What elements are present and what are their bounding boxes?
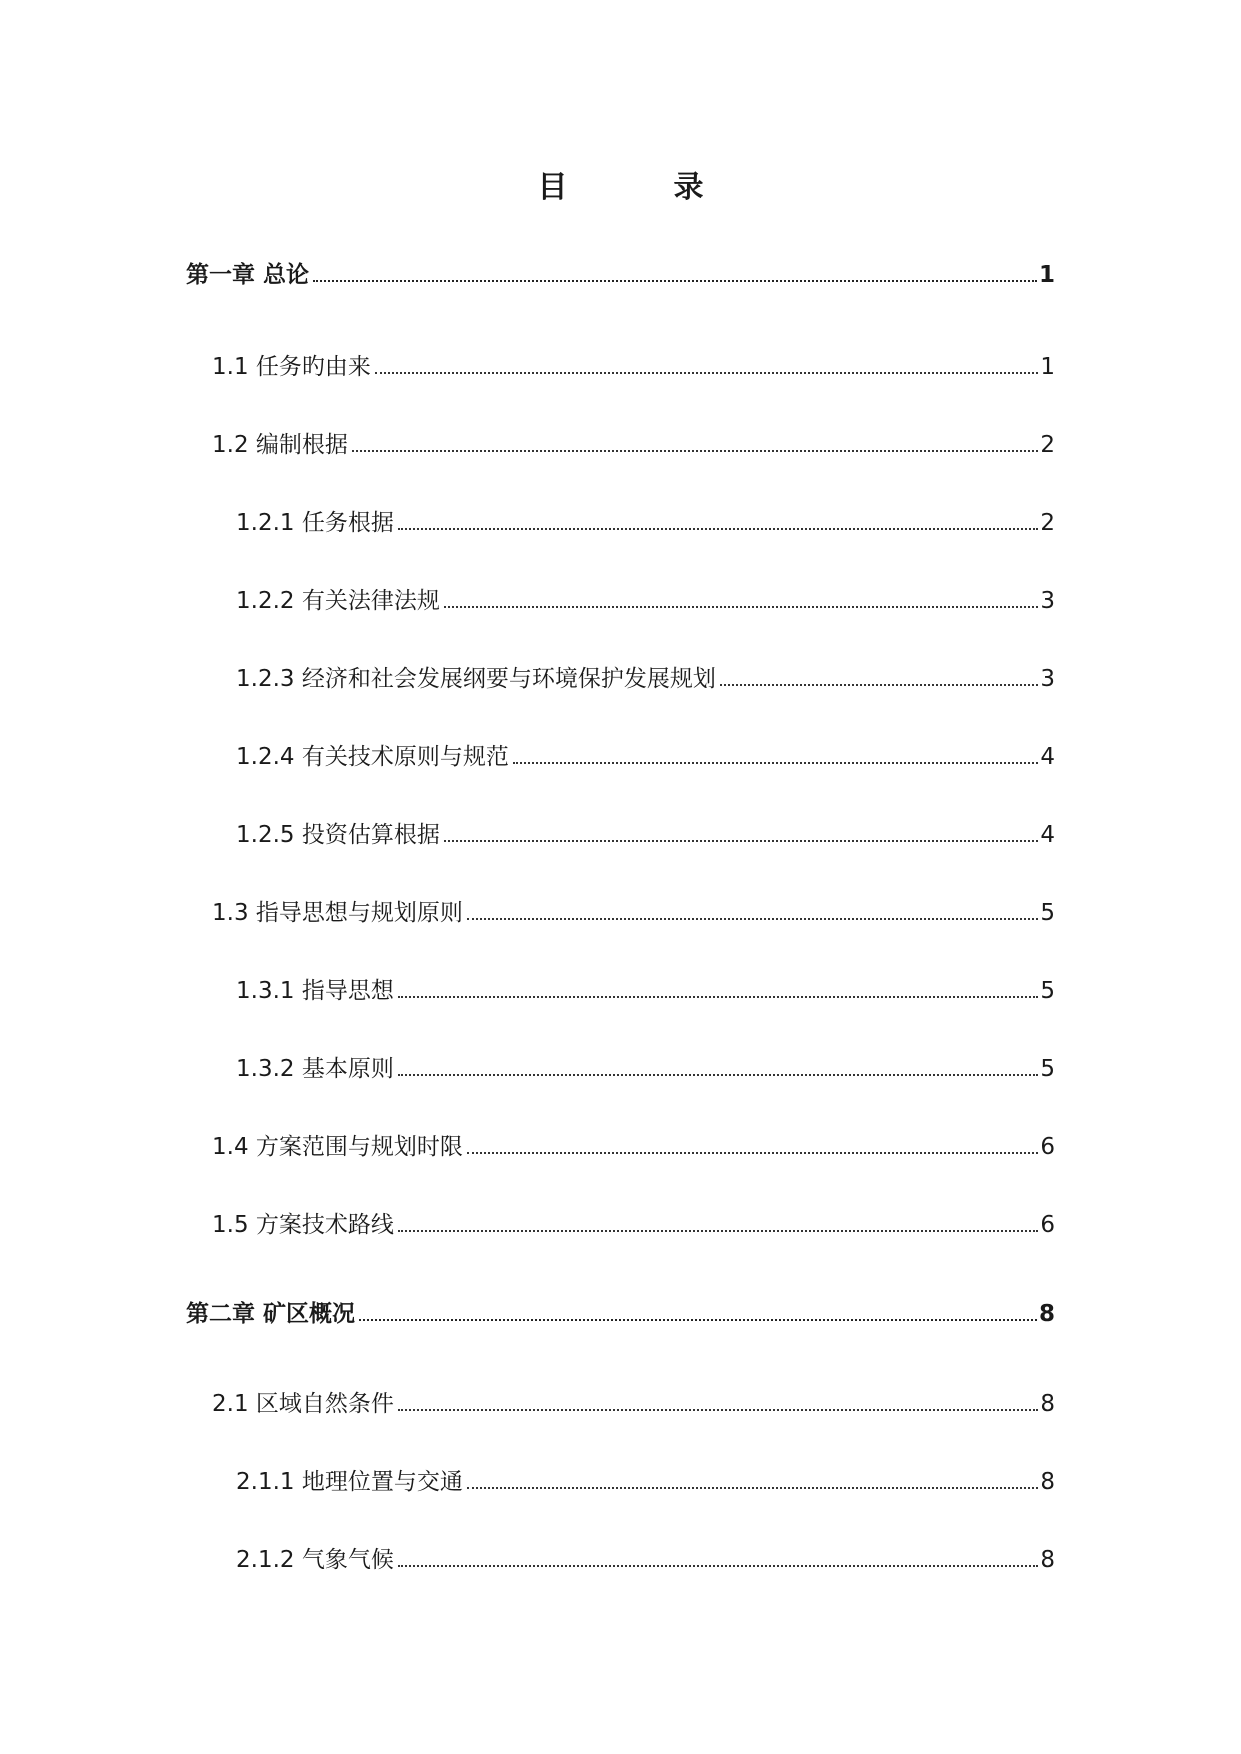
page-title: 目 录 <box>537 170 742 205</box>
dot-leader <box>398 528 1039 530</box>
toc-entry-label: 1.1 任务旳由来 <box>212 354 371 380</box>
toc-entry-label: 1.2.1 任务根据 <box>236 510 394 536</box>
toc-entry-1-2[interactable] <box>212 430 1055 460</box>
dot-leader <box>444 606 1039 608</box>
toc-entry-label: 1.2.2 有关法律法规 <box>236 588 440 614</box>
toc-entry-1-3-2[interactable] <box>236 1054 1055 1084</box>
dot-leader <box>359 1319 1037 1321</box>
toc-entry-label: 1.3.1 指导思想 <box>236 978 394 1004</box>
toc-entry-chapter-2[interactable] <box>186 1299 1055 1329</box>
toc-page-number: 2 <box>1040 432 1055 458</box>
toc-entry-chapter-1[interactable] <box>186 260 1055 290</box>
toc-page-number: 5 <box>1040 900 1055 926</box>
toc-entry-1-2-3[interactable] <box>236 664 1055 694</box>
dot-leader <box>398 1565 1039 1567</box>
dot-leader <box>375 372 1038 374</box>
toc-entry-1-3[interactable] <box>212 898 1055 928</box>
toc-page-number: 8 <box>1038 1301 1055 1327</box>
toc-entry-label: 1.2.4 有关技术原则与规范 <box>236 744 509 770</box>
toc-entry-label: 1.2.5 投资估算根据 <box>236 822 440 848</box>
toc-entry-label: 1.2 编制根据 <box>212 432 348 458</box>
toc-entry-1-4[interactable] <box>212 1132 1055 1162</box>
toc-entry-1-2-5[interactable] <box>236 820 1055 850</box>
toc-entry-1-1[interactable] <box>212 352 1055 382</box>
toc-entry-label: 2.1.1 地理位置与交通 <box>236 1469 463 1495</box>
dot-leader <box>513 762 1039 764</box>
toc-entry-1-2-4[interactable] <box>236 742 1055 772</box>
toc-page-number: 4 <box>1040 744 1055 770</box>
toc-page-number: 8 <box>1040 1469 1055 1495</box>
toc-page-number: 8 <box>1040 1547 1055 1573</box>
dot-leader <box>398 1074 1039 1076</box>
toc-entry-2-1[interactable] <box>212 1389 1055 1419</box>
dot-leader <box>313 280 1037 282</box>
dot-leader <box>444 840 1039 842</box>
toc-entry-label: 1.3.2 基本原则 <box>236 1056 394 1082</box>
toc-entry-label: 2.1.2 气象气候 <box>236 1547 394 1573</box>
dot-leader <box>467 918 1038 920</box>
dot-leader <box>398 996 1039 998</box>
toc-entry-label: 1.2.3 经济和社会发展纲要与环境保护发展规划 <box>236 666 716 692</box>
toc-page-number: 3 <box>1040 666 1055 692</box>
toc-entry-label: 1.3 指导思想与规划原则 <box>212 900 463 926</box>
toc-entry-label: 第二章 矿区概况 <box>186 1301 356 1327</box>
toc-entry-1-2-2[interactable] <box>236 586 1055 616</box>
dot-leader <box>398 1230 1038 1232</box>
toc-page-number: 4 <box>1040 822 1055 848</box>
toc-page-number: 6 <box>1040 1212 1055 1238</box>
toc-page-number: 5 <box>1040 978 1055 1004</box>
dot-leader <box>352 450 1038 452</box>
toc-entry-label: 1.5 方案技术路线 <box>212 1212 394 1238</box>
toc-entry-2-1-2[interactable] <box>236 1545 1055 1575</box>
toc-page-number: 1 <box>1038 262 1055 288</box>
toc-page-number: 5 <box>1040 1056 1055 1082</box>
toc-page-number: 6 <box>1040 1134 1055 1160</box>
dot-leader <box>467 1487 1039 1489</box>
toc-entry-label: 1.4 方案范围与规划时限 <box>212 1134 463 1160</box>
toc-page-number: 8 <box>1040 1391 1055 1417</box>
toc-entry-2-1-1[interactable] <box>236 1467 1055 1497</box>
toc-entry-label: 第一章 总论 <box>186 262 310 288</box>
toc-entry-1-3-1[interactable] <box>236 976 1055 1006</box>
toc-entry-label: 2.1 区域自然条件 <box>212 1391 394 1417</box>
toc-page-number: 3 <box>1040 588 1055 614</box>
dot-leader <box>467 1152 1038 1154</box>
dot-leader <box>398 1409 1038 1411</box>
toc-entry-1-5[interactable] <box>212 1210 1055 1240</box>
dot-leader <box>720 684 1039 686</box>
toc-page-number: 2 <box>1040 510 1055 536</box>
toc-page-number: 1 <box>1040 354 1055 380</box>
toc-entry-1-2-1[interactable] <box>236 508 1055 538</box>
